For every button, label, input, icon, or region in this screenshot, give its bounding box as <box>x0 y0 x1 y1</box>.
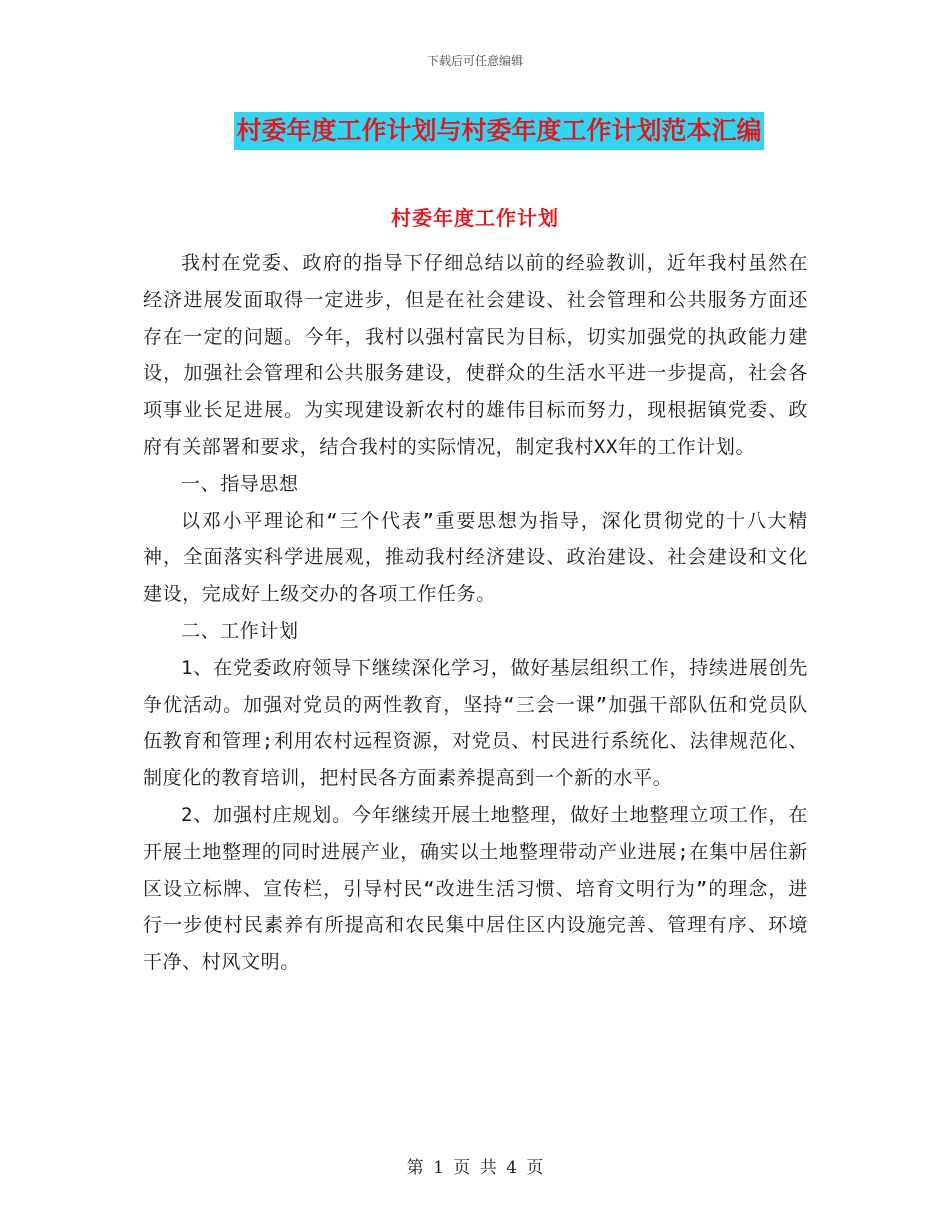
heading-work-plan: 二、工作计划 <box>181 619 299 642</box>
paragraph-plan-item-1: 1、在党委政府领导下继续深化学习，做好基层组织工作，持续进展创先争优活动。加强对党员的两性教育，坚持“三会一课”加强干部队伍和党员队伍教育和管理;利用农村远程资源，对党员、村民进行系统化、法律规范化、制度化的教育培训，把村民各方面素养提高到一个新的水平。 <box>143 656 808 790</box>
main-title-container <box>0 112 950 150</box>
page-number-footer: 第 1 页 共 4 页 <box>406 1158 544 1178</box>
document-body <box>143 245 808 981</box>
paragraph-intro: 我村在党委、政府的指导下仔细总结以前的经验教训，近年我村虽然在经济进展发面取得一定进步，但是在社会建设、社会管理和公共服务方面还存在一定的问题。今年，我村以强村富民为目标，切实加强党的执政能力建设，加强社会管理和公共服务建设，使群众的生活水平进一步提高，社会各项事业长足进展。为实现建设新农村的雄伟目标而努力，现根据镇党委、政府有关部署和要求，结合我村的实际情况，制定我村XX年的工作计划。 <box>143 252 808 458</box>
paragraph-guiding-ideology: 以邓小平理论和“三个代表”重要思想为指导，深化贯彻党的十八大精神，全面落实科学进展观，推动我村经济建设、政治建设、社会建设和文化建设，完成好上级交办的各项工作任务。 <box>143 509 808 606</box>
header-note: 下载后可任意编辑 <box>426 54 523 68</box>
paragraph-plan-item-2: 2、加强村庄规划。今年继续开展土地整理，做好土地整理立项工作，在开展土地整理的同时进展产业，确实以土地整理带动产业进展;在集中居住新区设立标牌、宣传栏，引导村民“改进生活习惯、培育文明行为”的理念，进行一步使村民素养有所提高和农民集中居住区内设施完善、管理有序、环境干净、村风文明。 <box>143 803 808 974</box>
heading-guiding-ideology: 一、指导思想 <box>181 472 299 495</box>
document-main-title: 村委年度工作计划与村委年度工作计划范本汇编 <box>234 112 763 150</box>
section-title: 村委年度工作计划 <box>391 206 559 230</box>
